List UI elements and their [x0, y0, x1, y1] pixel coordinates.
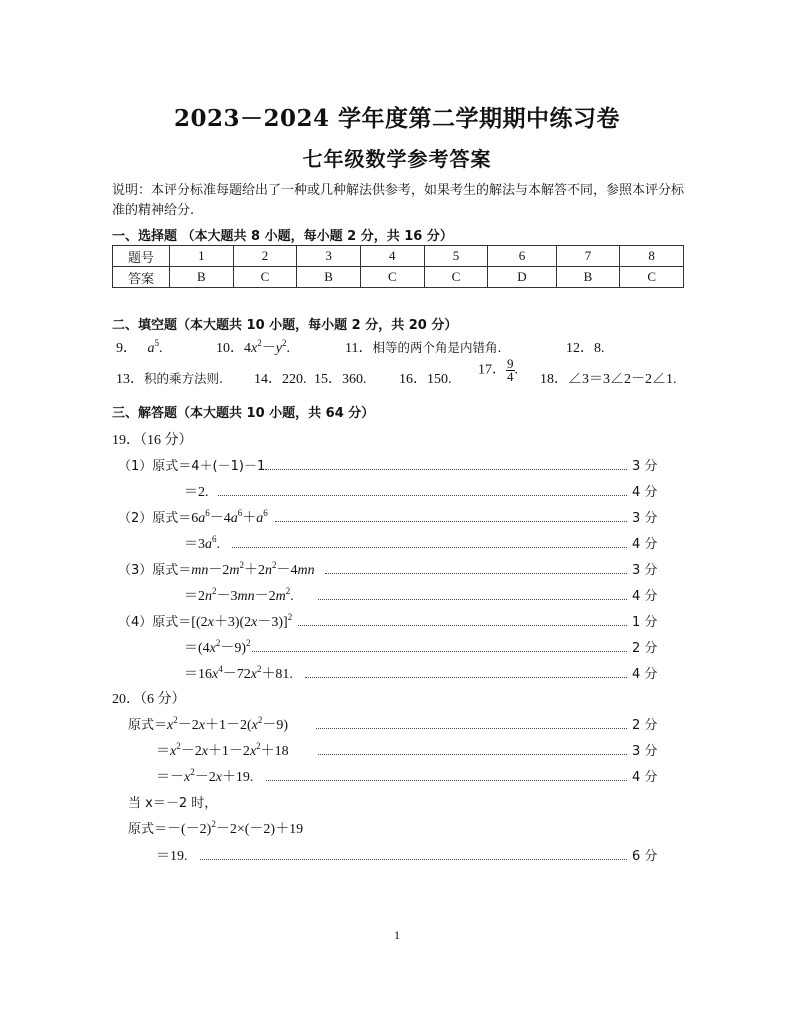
answer-cell: D — [488, 267, 556, 288]
q20-result: ＝19. 6 分 — [0, 845, 794, 865]
section1-heading: 一、选择题 （本大题共 8 小题，每小题 2 分，共 16 分） — [112, 229, 453, 244]
q19-1-line2: ＝2. 4 分 — [0, 481, 794, 501]
question-cell: 6 — [488, 246, 556, 267]
q19-2-line1: （2）原式$=6a^6-4a^6+a^6$ 3 分 — [118, 508, 658, 526]
q19-heading: 19．（16 分） — [112, 433, 193, 448]
q19-4-line3: $=16x^4-72x^2+81$. 4 分 — [184, 664, 658, 682]
question-cell: 5 — [424, 246, 488, 267]
answer-cell: B — [170, 267, 234, 288]
answer-cell: C — [620, 267, 684, 288]
q12-answer: 12．8. — [566, 341, 605, 356]
question-cell: 4 — [360, 246, 424, 267]
row-label-answer: 答案 — [113, 267, 170, 288]
q17-fraction: $\frac{9}{4}$ — [507, 356, 514, 384]
answer-cell: B — [297, 267, 361, 288]
q10-answer: 10．$4x^2-y^2$. — [216, 338, 290, 356]
answer-cell: C — [424, 267, 488, 288]
q16-answer: 16．150. — [399, 372, 452, 387]
q20-line1: 原式$=x^2-2x+1-2(x^2-9)$ 2 分 — [128, 715, 658, 733]
q14-answer: 14．220. — [254, 372, 307, 387]
page-title: 2023－2024 学年度第二学期期中练习卷 — [173, 105, 621, 132]
q15-answer: 15．360. — [314, 372, 367, 387]
table-row-answers — [113, 267, 684, 288]
question-cell: 1 — [170, 246, 234, 267]
q9-answer: 9． $a^5$. — [116, 338, 163, 356]
q20-line3: $=-x^2-2x+19$. 4 分 — [156, 767, 658, 785]
page-subtitle: 七年级数学参考答案 — [302, 147, 492, 171]
q19-3-line2: $=2n^2-3mn-2m^2$. 4 分 — [184, 586, 658, 604]
q19-2-line2: $=3a^6$. 4 分 — [184, 534, 658, 552]
question-cell: 8 — [620, 246, 684, 267]
intro-note: 说明：本评分标准每题给出了一种或几种解法供参考，如果考生的解法与本解答不同，参照本评分标准的精神给分. — [112, 183, 685, 218]
page-number: 1 — [394, 928, 400, 942]
q19-1-line1: （1）原式＝4＋(－1)－1 3 分 — [0, 455, 794, 475]
question-cell: 3 — [297, 246, 361, 267]
question-cell: 2 — [233, 246, 297, 267]
answer-cell: B — [556, 267, 620, 288]
q20-when: 当 x＝－2 时， — [128, 796, 218, 811]
section3-heading: 三、解答题（本大题共 10 小题，共 64 分） — [112, 406, 375, 421]
q19-3-line1: （3）原式$=mn-2m^2+2n^2-4mn$ 3 分 — [118, 560, 658, 578]
section2-heading: 二、填空题（本大题共 10 小题，每小题 2 分，共 20 分） — [112, 318, 458, 333]
q20-substitute: 原式$=-(-2)^2-2\times(-2)+19$ — [128, 819, 304, 837]
q20-heading: 20．（6 分） — [112, 692, 186, 707]
q18-answer: 18．∠3＝3∠2－2∠1. — [540, 372, 677, 387]
table-row-questions — [113, 246, 684, 267]
q13-answer: 13．积的乘方法则. — [116, 371, 223, 387]
q17-answer: 17． $\frac{9}{4}$ . — [478, 356, 518, 384]
question-cell: 7 — [556, 246, 620, 267]
q19-4-line2: $=(4x^2-9)^2$ 2 分 — [184, 638, 658, 656]
answer-cell: C — [233, 267, 297, 288]
choice-answer-table — [112, 245, 684, 288]
q19-4-line1: （4）原式$=[(2x+3)(2x-3)]^2$ 1 分 — [118, 612, 658, 630]
q11-answer: 11．相等的两个角是内错角. — [345, 340, 502, 356]
q20-line2: $=x^2-2x+1-2x^2+18$ 3 分 — [156, 741, 658, 759]
row-label-question: 题号 — [113, 246, 170, 267]
answer-cell: C — [360, 267, 424, 288]
